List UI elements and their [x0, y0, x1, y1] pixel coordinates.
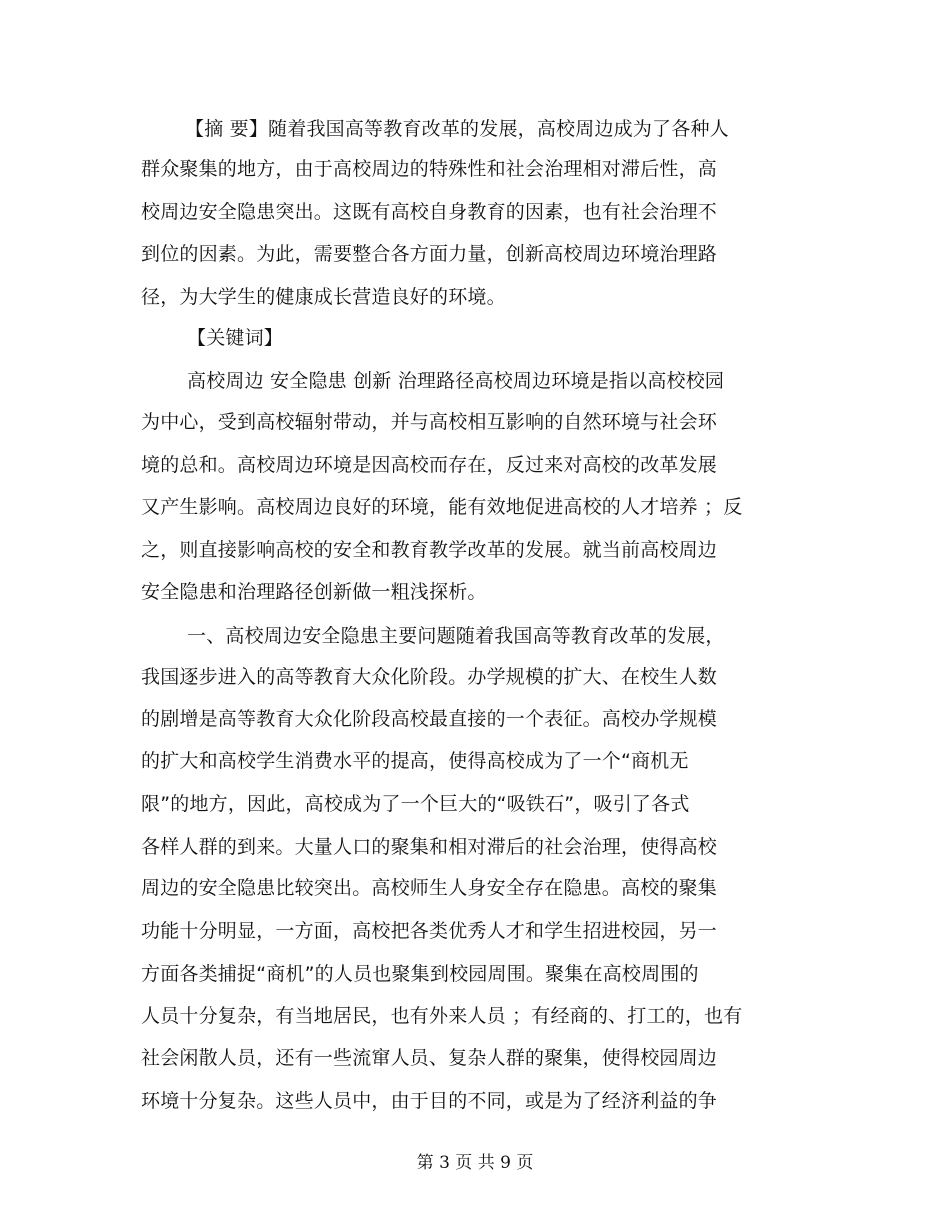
body-line-6: 安全隐患和治理路径创新做一粗浅探析。 — [141, 581, 487, 603]
abstract-line-5: 径，为大学生的健康成长营造良好的环境。 — [141, 286, 506, 308]
body-line-4: 又产生影响。高校周边良好的环境，能有效地促进高校的人才培养 ；反 — [141, 496, 743, 518]
abstract-line-2: 群众聚集的地方，由于高校周边的特殊性和社会治理相对滞后性，高 — [141, 158, 718, 180]
section-1-line-7: 周边的安全隐患比较突出。高校师生人身安全存在隐患。高校的聚集 — [141, 877, 718, 899]
section-1-line-2: 我国逐步进入的高等教育大众化阶段。办学规模的扩大、在校生人数 — [141, 666, 718, 688]
abstract-line-1: 【摘 要】随着我国高等教育改革的发展，高校周边成为了各种人 — [185, 118, 729, 140]
section-1-line-8: 功能十分明显，一方面，高校把各类优秀人才和学生招进校园，另一 — [141, 920, 718, 942]
keywords-heading: 【关键词】 — [187, 327, 284, 349]
section-1-line-9: 方面各类捕捉“商机”的人员也聚集到校园周围。聚集在高校周围的 — [141, 963, 699, 985]
abstract-line-3: 校周边安全隐患突出。这既有高校自身教育的因素，也有社会治理不 — [141, 201, 718, 223]
body-line-2: 为中心，受到高校辐射带动，并与高校相互影响的自然环境与社会环 — [141, 411, 718, 433]
abstract-line-4: 到位的因素。为此，需要整合各方面力量，创新高校周边环境治理路 — [141, 243, 718, 265]
section-1-line-1: 一、高校周边安全隐患主要问题随着我国高等教育改革的发展， — [187, 625, 725, 647]
section-1-line-12: 环境十分复杂。这些人员中，由于目的不同，或是为了经济利益的争 — [141, 1090, 718, 1112]
section-1-line-3: 的剧增是高等教育大众化阶段高校最直接的一个表征。高校办学规模 — [141, 708, 718, 730]
body-line-3: 境的总和。高校周边环境是因高校而存在，反过来对高校的改革发展 — [141, 454, 718, 476]
section-1-line-4: 的扩大和高校学生消费水平的提高，使得高校成为了一个“商机无 — [141, 750, 689, 772]
section-1-line-6: 各样人群的到来。大量人口的聚集和相对滞后的社会治理，使得高校 — [141, 836, 718, 858]
section-1-line-11: 社会闲散人员，还有一些流窜人员、复杂人群的聚集，使得校园周边 — [141, 1047, 718, 1069]
section-1-line-5: 限”的地方，因此，高校成为了一个巨大的“吸铁石”，吸引了各式 — [141, 793, 690, 815]
page-footer: 第 3 页 共 9 页 — [416, 1153, 534, 1173]
section-1-line-10: 人员十分复杂，有当地居民，也有外来人员 ；有经商的、打工的，也有 — [141, 1005, 743, 1027]
body-line-1: 高校周边 安全隐患 创新 治理路径高校周边环境是指以高校校园 — [187, 370, 725, 392]
body-line-5: 之，则直接影响高校的安全和教育教学改革的发展。就当前高校周边 — [141, 539, 718, 561]
